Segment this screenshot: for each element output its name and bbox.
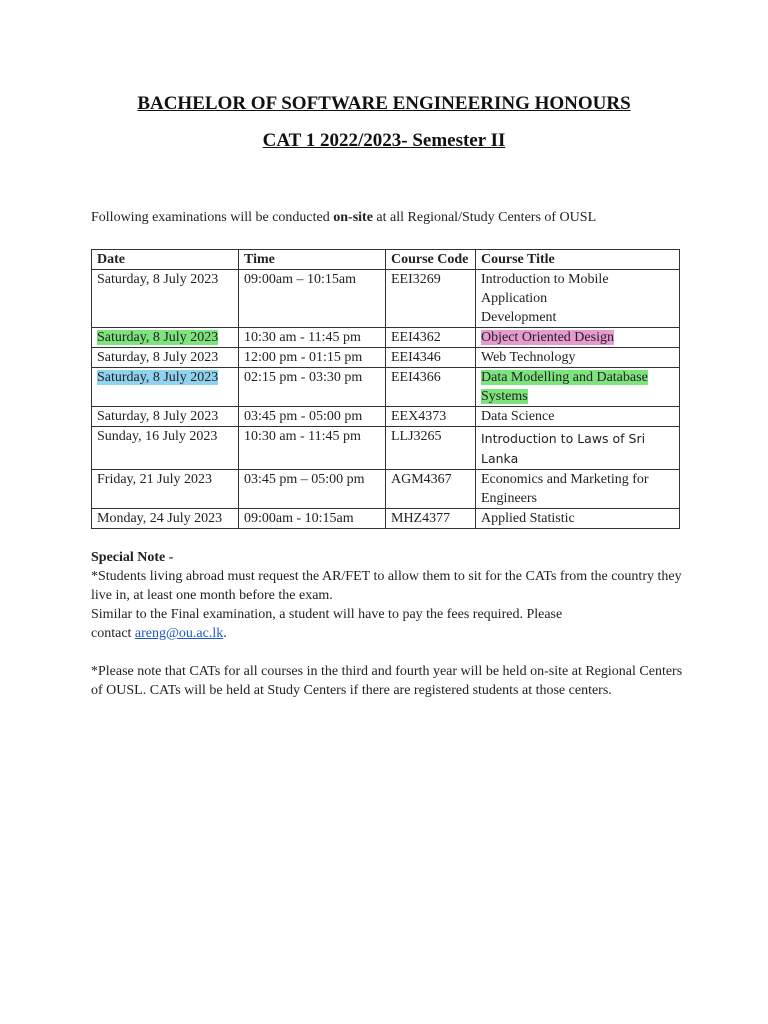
special-note-body — [91, 567, 691, 643]
table-row — [92, 427, 680, 470]
cell-title-line: Introduction to Mobile — [481, 272, 609, 287]
cell-time: 03:45 pm - 05:00 pm — [239, 407, 386, 427]
cell-date: Saturday, 8 July 2023 — [92, 348, 239, 368]
note-fees: Similar to the Final examination, a student will have to pay the fees required. Please — [91, 607, 563, 622]
exam-schedule-table — [91, 249, 680, 529]
cell-time: 02:15 pm - 03:30 pm — [239, 368, 386, 407]
header-course-code: Course Code — [386, 250, 476, 270]
highlighted-title: Object Oriented Design — [481, 330, 614, 345]
cell-title-line: Application — [481, 291, 548, 306]
cell-title: Web Technology — [476, 348, 680, 368]
note-onsite: *Please note that CATs for all courses in the third and fourth year will be held on-site at Regional Centers of OUSL. CATs will be held at Study Centers if there are registered students at those centers. — [91, 664, 683, 698]
cell-title — [476, 328, 680, 348]
highlighted-date: Saturday, 8 July 2023 — [97, 330, 219, 345]
cell-code: LLJ3265 — [386, 427, 476, 470]
note-abroad: *Students living abroad must request the AR/FET to allow them to sit for the CATs from the country they live in, at least one month before the exam. — [91, 569, 682, 603]
intro-text — [91, 210, 596, 226]
cell-date: Saturday, 8 July 2023 — [92, 407, 239, 427]
cell-title — [476, 368, 680, 407]
cell-title: Data Science — [476, 407, 680, 427]
table-row — [92, 270, 680, 328]
highlighted-date: Saturday, 8 July 2023 — [97, 370, 219, 385]
cell-code: EEI4362 — [386, 328, 476, 348]
intro-before: Following examinations will be conducted — [91, 210, 334, 225]
cell-date: Sunday, 16 July 2023 — [92, 427, 239, 470]
header-date: Date — [92, 250, 239, 270]
table-row — [92, 470, 680, 509]
cell-time: 03:45 pm – 05:00 pm — [239, 470, 386, 509]
cell-date: Friday, 21 July 2023 — [92, 470, 239, 509]
cell-title: Applied Statistic — [476, 509, 680, 529]
table-row — [92, 509, 680, 529]
cell-code: EEI4346 — [386, 348, 476, 368]
cell-time: 12:00 pm - 01:15 pm — [239, 348, 386, 368]
email-link[interactable]: areng@ou.ac.lk — [134, 626, 224, 641]
special-note-heading: Special Note - — [91, 550, 174, 565]
table-row — [92, 368, 680, 407]
cell-code: AGM4367 — [386, 470, 476, 509]
contact-suffix: . — [223, 626, 227, 641]
table-row — [92, 407, 680, 427]
cell-date — [92, 368, 239, 407]
intro-after: at all Regional/Study Centers of OUSL — [372, 210, 597, 225]
header-course-title: Course Title — [476, 250, 680, 270]
note-contact — [91, 624, 691, 643]
cell-date: Monday, 24 July 2023 — [92, 509, 239, 529]
document-title: BACHELOR OF SOFTWARE ENGINEERING HONOURS — [137, 93, 631, 114]
cell-code: EEI3269 — [386, 270, 476, 328]
cell-title — [476, 270, 680, 328]
intro-bold: on-site — [333, 210, 373, 225]
cell-date: Saturday, 8 July 2023 — [92, 270, 239, 328]
cell-title: Economics and Marketing for Engineers — [476, 470, 680, 509]
table-header-row — [92, 250, 680, 270]
cell-time: 09:00am - 10:15am — [239, 509, 386, 529]
highlighted-title: Data Modelling and Database Systems — [481, 370, 648, 404]
header-time: Time — [239, 250, 386, 270]
document-subtitle: CAT 1 2022/2023- Semester II — [262, 130, 506, 151]
cell-title — [476, 427, 680, 470]
cell-title-text: Introduction to Laws of Sri Lanka — [481, 431, 646, 466]
cell-code: EEI4366 — [386, 368, 476, 407]
cell-code: EEX4373 — [386, 407, 476, 427]
cell-date — [92, 328, 239, 348]
table-row — [92, 348, 680, 368]
contact-prefix: contact — [91, 626, 135, 641]
cell-time: 09:00am – 10:15am — [239, 270, 386, 328]
cell-time: 10:30 am - 11:45 pm — [239, 427, 386, 470]
cell-title-line: Development — [481, 310, 557, 325]
cell-time: 10:30 am - 11:45 pm — [239, 328, 386, 348]
cell-code: MHZ4377 — [386, 509, 476, 529]
table-row — [92, 328, 680, 348]
